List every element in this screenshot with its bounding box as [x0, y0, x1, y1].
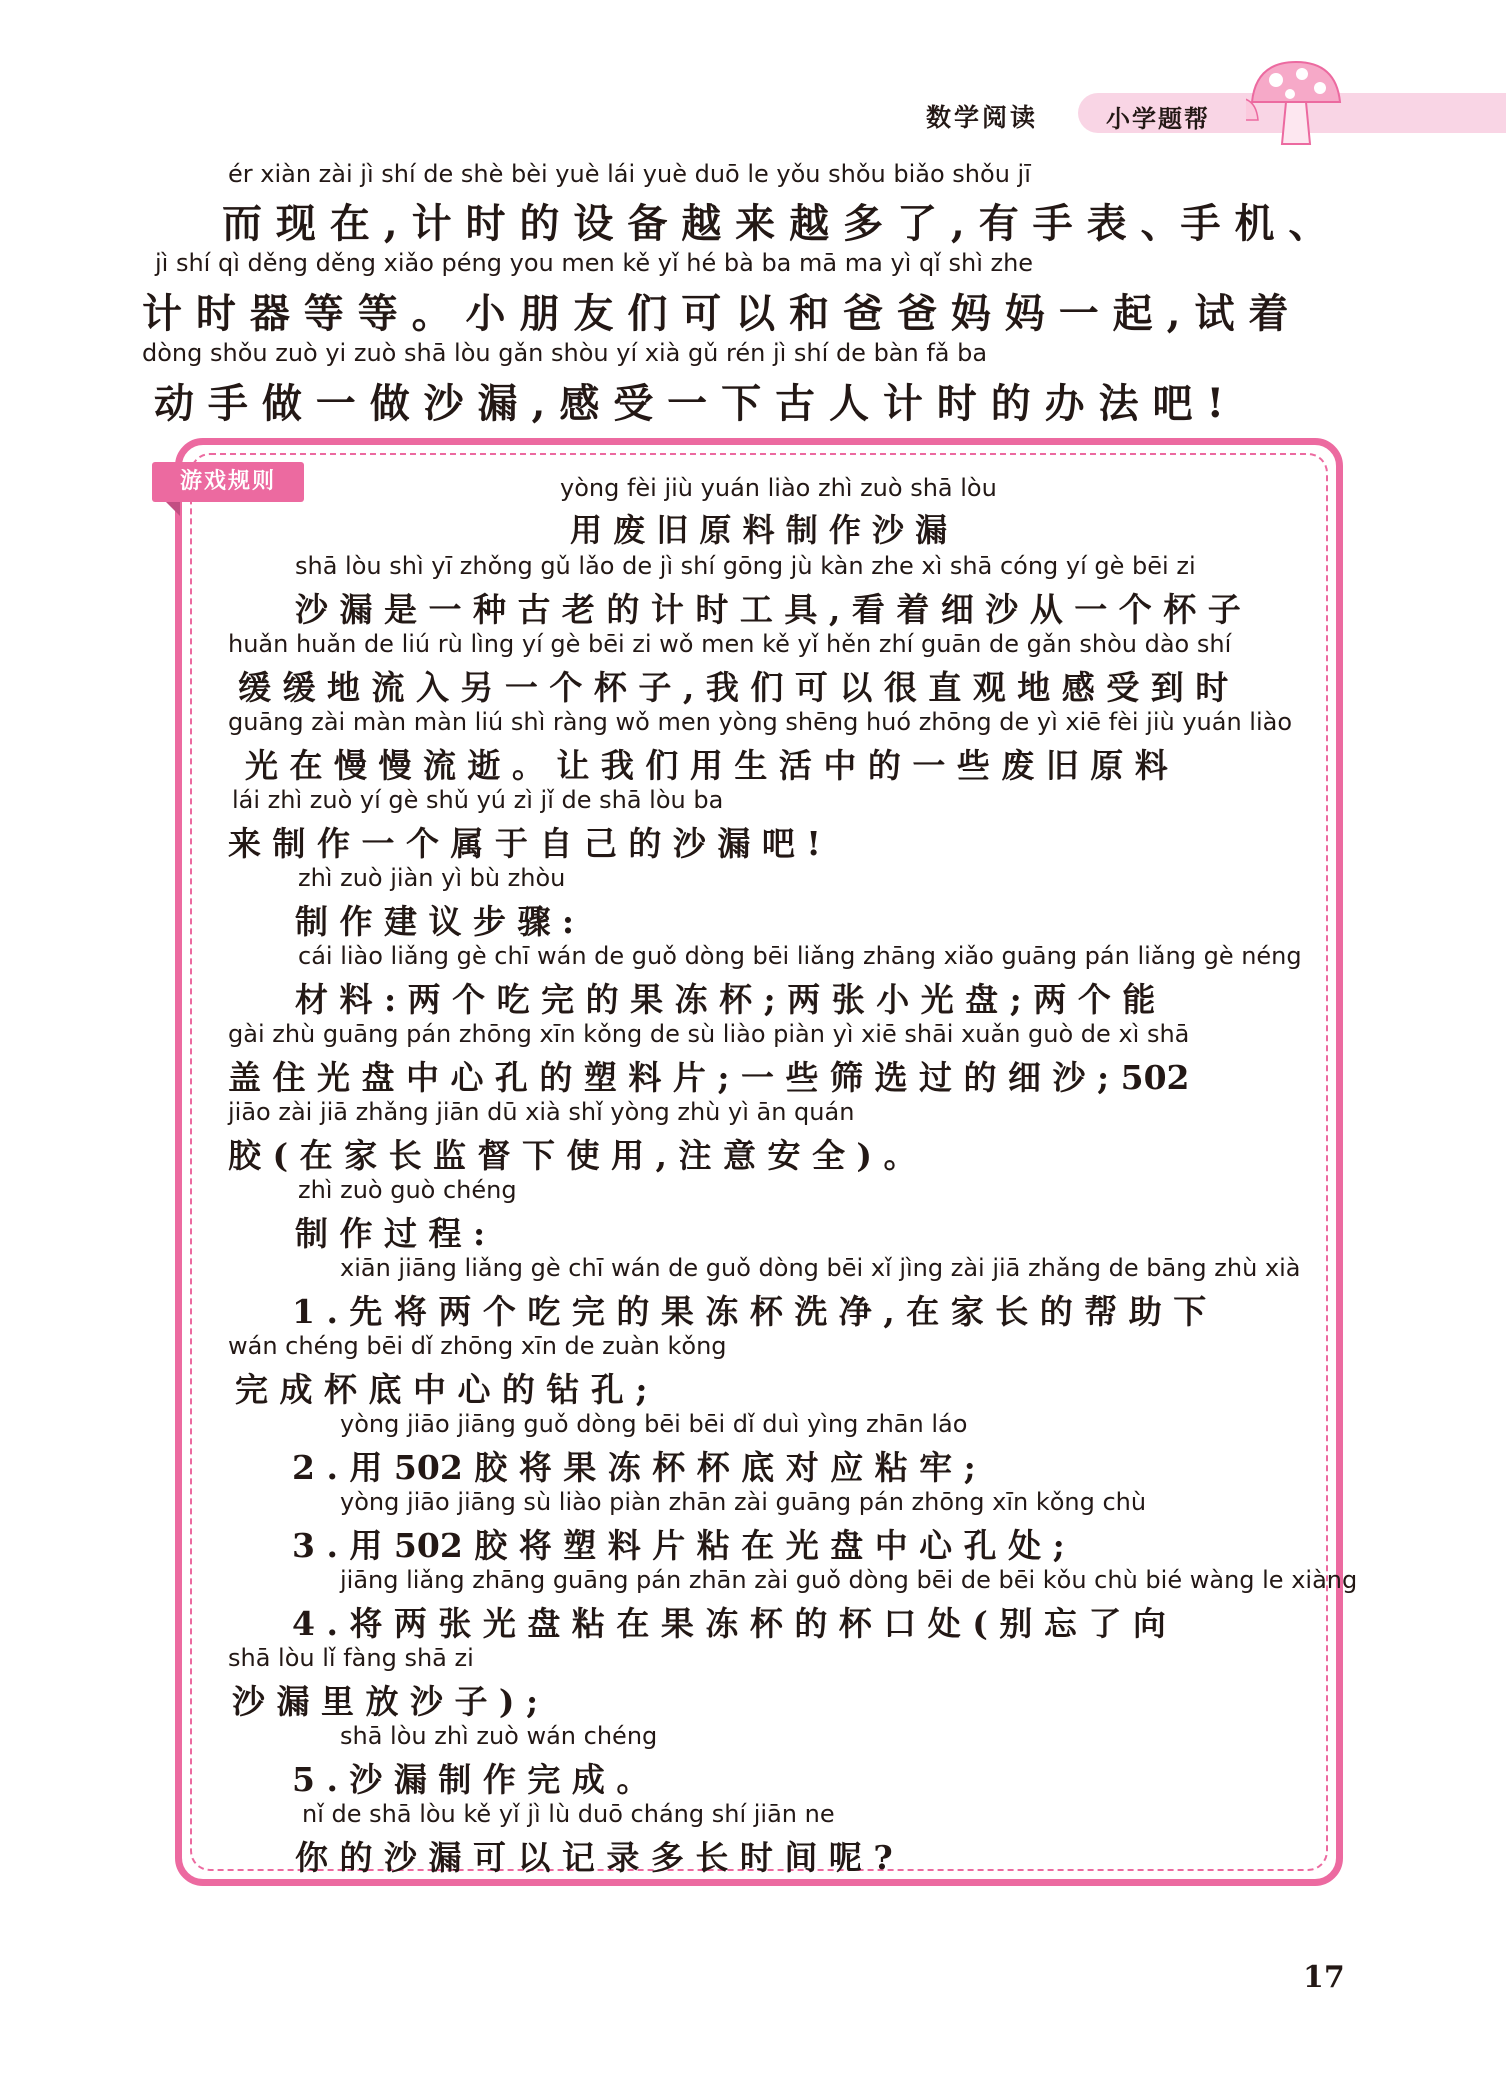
line-text: 沙 漏 里 放 沙 子 ) ; — [232, 1682, 539, 1721]
line-pinyin: yòng jiāo jiāng sù liào piàn zhān zài guāng pán zhōng xīn kǒng chù — [340, 1488, 1147, 1516]
line-text: 来 制 作 一 个 属 于 自 己 的 沙 漏 吧 ! — [228, 824, 821, 863]
label-fold — [166, 502, 180, 516]
line-pinyin: wán chéng bēi dǐ zhōng xīn de zuàn kǒng — [228, 1332, 727, 1360]
line-text: 制 作 过 程 : — [295, 1214, 486, 1253]
line-text: 沙 漏 是 一 种 古 老 的 计 时 工 具 , 看 着 细 沙 从 一 个 杯 子 — [295, 590, 1241, 629]
line-text: 3 . 用 502 胶 将 塑 料 片 粘 在 光 盘 中 心 孔 处 ; — [292, 1526, 1065, 1565]
line-text: 5 . 沙 漏 制 作 完 成 。 — [292, 1760, 650, 1799]
header-tab-label: 小学题帮 — [1106, 105, 1210, 133]
line-text: 4 . 将 两 张 光 盘 粘 在 果 冻 杯 的 杯 口 处 ( 别 忘 了 向 — [292, 1604, 1166, 1643]
line-text: 2 . 用 502 胶 将 果 冻 杯 杯 底 对 应 粘 牢 ; — [292, 1448, 976, 1487]
line-pinyin: xiān jiāng liǎng gè chī wán de guǒ dòng bēi xǐ jìng zài jiā zhǎng de bāng zhù xià — [340, 1254, 1301, 1282]
line-pinyin: jiāng liǎng zhāng guāng pán zhān zài guǒ dòng bēi de bēi kǒu chù bié wàng le xiàng — [340, 1566, 1358, 1594]
intro-pinyin-1: ér xiàn zài jì shí de shè bèi yuè lái yuè duō le yǒu shǒu biǎo shǒu jī — [228, 160, 1031, 188]
line-pinyin: gài zhù guāng pán zhōng xīn kǒng de sù liào piàn yì xiē shāi xuǎn guò de xì shā — [228, 1020, 1190, 1048]
game-title: 用 废 旧 原 料 制 作 沙 漏 — [570, 511, 948, 549]
mushroom-icon — [1246, 58, 1346, 148]
line-pinyin: yòng jiāo jiāng guǒ dòng bēi bēi dǐ duì yìng zhān láo — [340, 1410, 968, 1438]
line-pinyin: jiāo zài jiā zhǎng jiān dū xià shǐ yòng zhù yì ān quán — [228, 1098, 855, 1126]
title-pinyin: yòng fèi jiù yuán liào zhì zuò shā lòu — [560, 474, 997, 502]
line-pinyin: shā lòu lǐ fàng shā zi — [228, 1644, 474, 1672]
intro-line-3: 动 手 做 一 做 沙 漏 , 感 受 一 下 古 人 计 时 的 办 法 吧 ! — [154, 380, 1224, 427]
line-pinyin: lái zhì zuò yí gè shǔ yú zì jǐ de shā lòu ba — [232, 786, 724, 814]
line-pinyin: cái liào liǎng gè chī wán de guǒ dòng bēi liǎng zhāng xiǎo guāng pán liǎng gè néng — [298, 942, 1302, 970]
line-text: 材 料 : 两 个 吃 完 的 果 冻 杯 ; 两 张 小 光 盘 ; 两 个 能 — [295, 980, 1156, 1019]
line-pinyin: shā lòu zhì zuò wán chéng — [340, 1722, 658, 1750]
intro-line-1: 而 现 在 , 计 时 的 设 备 越 来 越 多 了 , 有 手 表 、手 机 、 — [222, 200, 1329, 247]
line-text: 制 作 建 议 步 骤 : — [295, 902, 575, 941]
line-pinyin: zhì zuò guò chéng — [298, 1176, 517, 1204]
page-number: 17 — [1303, 1960, 1345, 1995]
intro-pinyin-2: jì shí qì děng děng xiǎo péng you men kě yǐ hé bà ba mā ma yì qǐ shì zhe — [155, 249, 1034, 277]
line-text: 胶 ( 在 家 长 监 督 下 使 用 , 注 意 安 全 ) 。 — [228, 1136, 917, 1175]
line-text: 缓 缓 地 流 入 另 一 个 杯 子 , 我 们 可 以 很 直 观 地 感 受 到 时 — [238, 668, 1229, 707]
line-text: 1 . 先 将 两 个 吃 完 的 果 冻 杯 洗 净 , 在 家 长 的 帮 助 下 — [292, 1292, 1207, 1331]
line-text: 光 在 慢 慢 流 逝 。 让 我 们 用 生 活 中 的 一 些 废 旧 原 料 — [245, 746, 1168, 785]
header-title: 数学阅读 — [926, 103, 1039, 132]
page-header — [0, 88, 1506, 146]
game-rules-label: 游戏规则 — [152, 462, 304, 502]
line-pinyin: zhì zuò jiàn yì bù zhòu — [298, 864, 566, 892]
intro-line-2: 计 时 器 等 等 。 小 朋 友 们 可 以 和 爸 爸 妈 妈 一 起 , 试 着 — [142, 290, 1289, 337]
intro-pinyin-3: dòng shǒu zuò yi zuò shā lòu gǎn shòu yí xià gǔ rén jì shí de bàn fǎ ba — [142, 339, 988, 367]
line-pinyin: guāng zài màn màn liú shì ràng wǒ men yòng shēng huó zhōng de yì xiē fèi jiù yuán liào — [228, 708, 1293, 736]
line-pinyin: huǎn huǎn de liú rù lìng yí gè bēi zi wǒ men kě yǐ hěn zhí guān de gǎn shòu dào shí — [228, 630, 1232, 658]
line-text: 你 的 沙 漏 可 以 记 录 多 长 时 间 呢 ? — [295, 1838, 893, 1877]
line-pinyin: nǐ de shā lòu kě yǐ jì lù duō cháng shí jiān ne — [302, 1800, 835, 1828]
line-text: 完 成 杯 底 中 心 的 钻 孔 ; — [235, 1370, 648, 1409]
line-pinyin: shā lòu shì yī zhǒng gǔ lǎo de jì shí gōng jù kàn zhe xì shā cóng yí gè bēi zi — [295, 552, 1196, 580]
line-text: 盖 住 光 盘 中 心 孔 的 塑 料 片 ; 一 些 筛 选 过 的 细 沙 ; 502 — [228, 1058, 1190, 1097]
